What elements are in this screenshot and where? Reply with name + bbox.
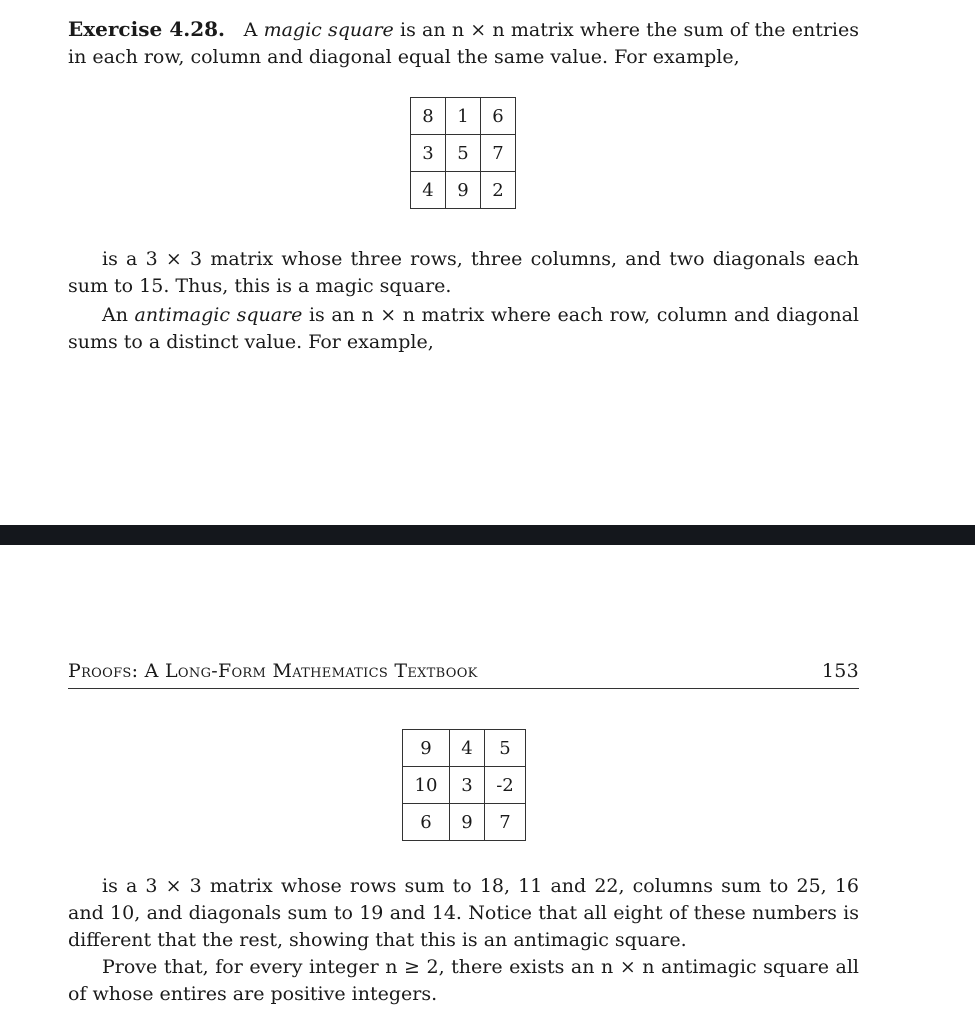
table-cell: 3 [411, 135, 446, 172]
table-cell: 7 [485, 804, 526, 841]
table-row [411, 98, 516, 135]
table-row [411, 172, 516, 209]
table-cell: 5 [446, 135, 481, 172]
table-cell: 4 [411, 172, 446, 209]
term-antimagic-square: antimagic square [134, 304, 303, 326]
antimagic-explanation-paragraph: is a 3 × 3 matrix whose rows sum to 18, 11 and 22, columns sum to 25, 16 and 10, and diagonals sum to 19 and 14. Notice that all eight of these numbers is different that the rest, showing that this is an antimagic square. [68, 875, 859, 951]
book-title: Proofs: A Long-Form Mathematics Textbook [68, 660, 478, 682]
table-cell: 3 [450, 767, 485, 804]
definition-pre: An [102, 304, 135, 326]
table-row [403, 767, 526, 804]
table-cell: 9 [403, 730, 450, 767]
definition-post: is an n × n matrix where each row, column and diagonal sums to a distinct value. For example, [68, 304, 859, 353]
table-cell: 2 [481, 172, 516, 209]
term-magic-square: magic square [263, 19, 394, 41]
antimagic-definition-paragraph [68, 302, 859, 356]
exercise-intro-paragraph [68, 16, 859, 71]
exercise-label: Exercise 4.28. [68, 17, 225, 41]
table-cell: 7 [481, 135, 516, 172]
intro-pre: A [243, 19, 264, 41]
prove-statement-paragraph: Prove that, for every integer n ≥ 2, there exists an n × n antimagic square all of whose entires are positive integers. [68, 956, 859, 1005]
table-cell: 1 [446, 98, 481, 135]
table-cell: 6 [481, 98, 516, 135]
table-row [411, 135, 516, 172]
table-cell: 9 [450, 804, 485, 841]
table-cell: 9 [446, 172, 481, 209]
magic-explanation-paragraph: is a 3 × 3 matrix whose three rows, three columns, and two diagonals each sum to 15. Thus, this is a magic square. [68, 248, 859, 297]
table-cell: -2 [485, 767, 526, 804]
table-row [403, 730, 526, 767]
table-row [403, 804, 526, 841]
magic-square-table [410, 97, 516, 209]
page-number: 153 [821, 660, 859, 682]
table-cell: 6 [403, 804, 450, 841]
table-cell: 5 [485, 730, 526, 767]
table-cell: 10 [403, 767, 450, 804]
running-head [68, 660, 859, 689]
table-cell: 8 [411, 98, 446, 135]
page-divider [0, 525, 975, 545]
antimagic-square-table [402, 729, 526, 841]
table-cell: 4 [450, 730, 485, 767]
intro-post: is an n × n matrix where the sum of the entries in each row, column and diagonal equal the same value. For example, [68, 19, 859, 68]
